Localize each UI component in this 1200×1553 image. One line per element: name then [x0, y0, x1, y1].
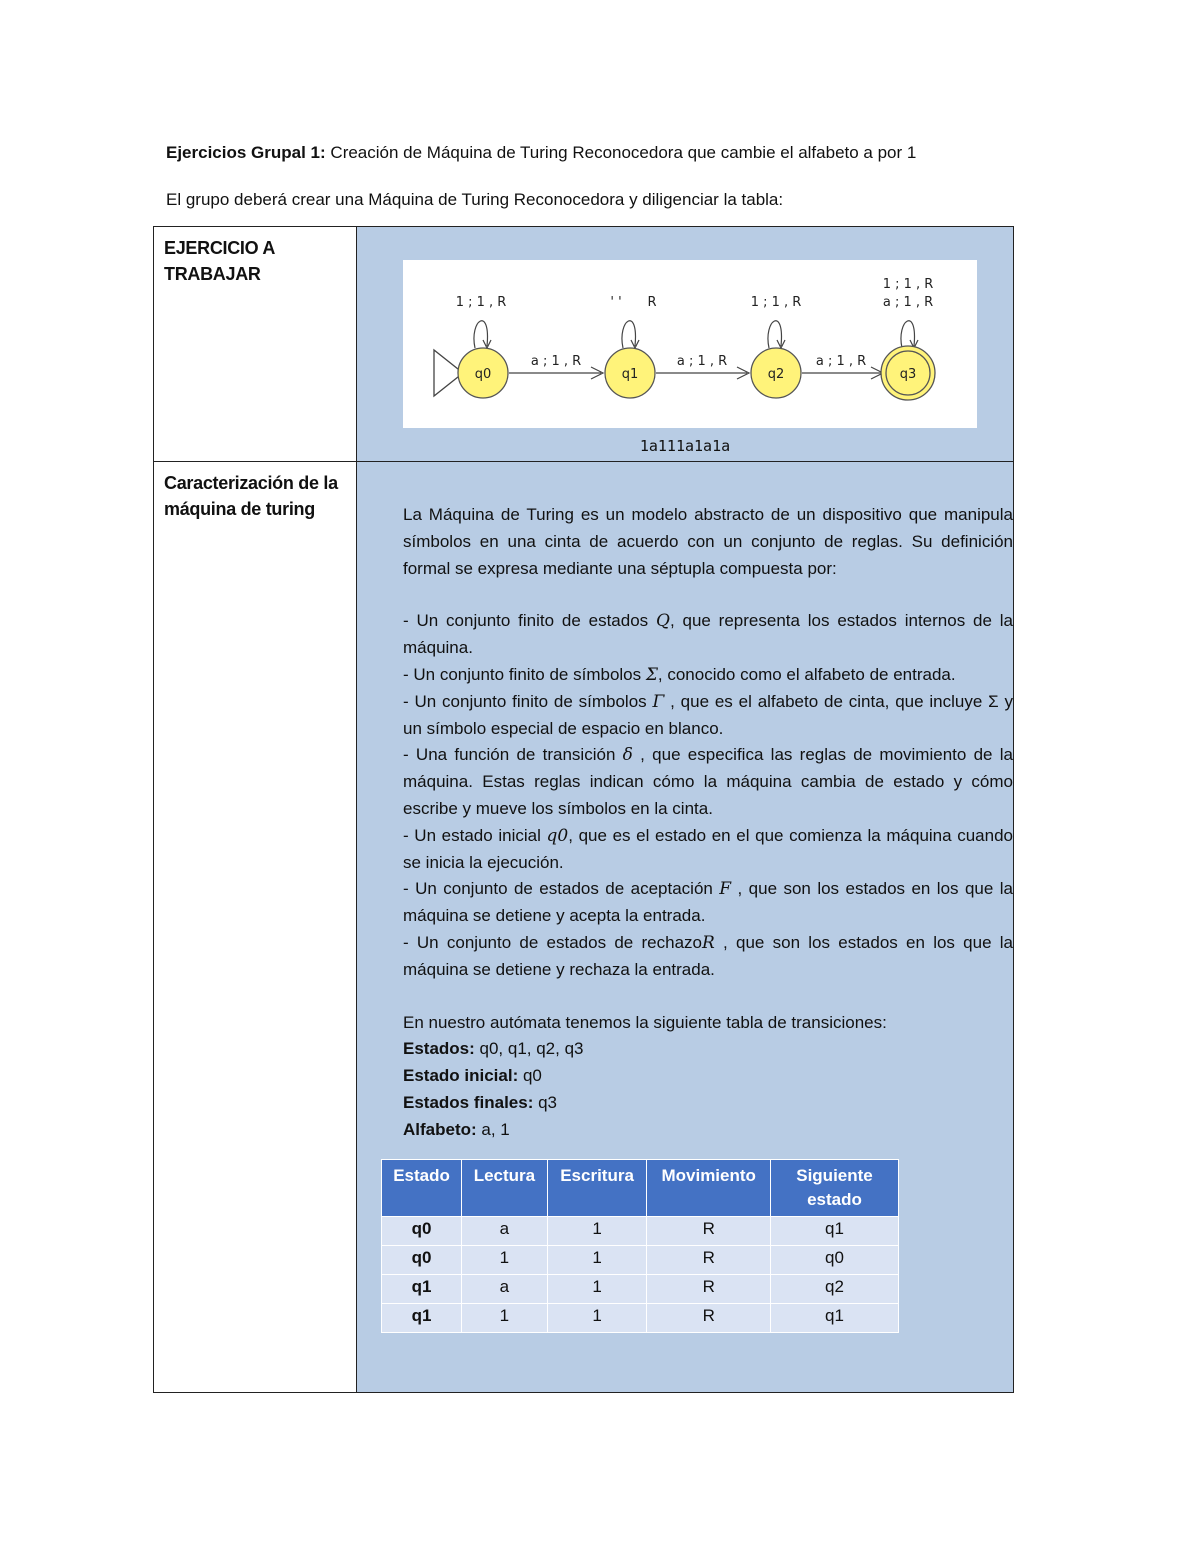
fact-initial-state: Estado inicial: q0 — [403, 1066, 542, 1086]
transition-label-q0-q1: a ; 1 , R — [530, 354, 582, 369]
characterization-label: Caracterización de la máquina de turing — [164, 473, 338, 519]
exercise-label-cell — [154, 227, 357, 462]
table-cell: q1 — [382, 1274, 462, 1303]
loop-label-q1-a: ' ' — [610, 295, 622, 310]
table-row — [382, 1274, 899, 1303]
math-symbol: R — [701, 932, 715, 953]
math-symbol: Γ — [652, 691, 665, 712]
exercise-row — [154, 227, 1014, 462]
table-cell: 1 — [547, 1274, 647, 1303]
transition-label-q1-q2: a ; 1 , R — [676, 354, 728, 369]
exercise-label: EJERCICIO A TRABAJAR — [164, 238, 275, 284]
state-label-q2: q2 — [767, 367, 785, 382]
loop-label-q3-a: 1 ; 1 , R — [882, 277, 934, 292]
state-label-q1: q1 — [621, 367, 639, 382]
table-row — [382, 1245, 899, 1274]
math-symbol: Σ — [645, 664, 658, 685]
table-cell: a — [462, 1274, 548, 1303]
table-cell: 1 — [547, 1216, 647, 1245]
definition-item: - Un conjunto de estados de aceptación F , que son los estados en los que la máquina se detiene y acepta la entrada. — [403, 879, 1013, 926]
column-header: Movimiento — [647, 1159, 771, 1216]
loop-label-q3-b: a ; 1 , R — [882, 295, 934, 310]
table-cell: 1 — [547, 1303, 647, 1332]
math-symbol: q0 — [546, 825, 569, 846]
table-row — [382, 1216, 899, 1245]
table-cell: q0 — [382, 1216, 462, 1245]
definition-intro: La Máquina de Turing es un modelo abstracto de un dispositivo que manipula símbolos en una cinta de acuerdo con un conjunto de reglas. Su definición formal se expresa mediante una séptupla compuesta por: — [403, 505, 1013, 578]
exercise-table — [153, 226, 1014, 1393]
table-row — [382, 1303, 899, 1332]
table-cell: q0 — [771, 1245, 899, 1274]
exercise-content-cell — [357, 227, 1014, 462]
state-q1 — [605, 295, 657, 398]
math-symbol: δ — [622, 745, 633, 766]
transition-label-q2-q3: a ; 1 , R — [815, 354, 867, 369]
characterization-label-cell — [154, 462, 357, 1393]
definition-item: - Un conjunto finito de símbolos Γ , que es el alfabeto de cinta, que incluye Σ y un símbolo especial de espacio en blanco. — [403, 691, 1013, 738]
definition-item: - Una función de transición δ , que especifica las reglas de movimiento de la máquina. Estas reglas indican cómo la máquina cambia de estado y cómo escribe y mueve los símbolos en la cinta. — [403, 745, 1013, 818]
math-symbol: Q — [656, 611, 670, 632]
table-cell: q1 — [382, 1303, 462, 1332]
table-cell: a — [462, 1216, 548, 1245]
loop-label-q0: 1 ; 1 , R — [455, 295, 507, 310]
fact-states: Estados: q0, q1, q2, q3 — [403, 1039, 584, 1059]
table-cell: 1 — [547, 1245, 647, 1274]
characterization-content-cell — [357, 462, 1014, 1393]
turing-machine-diagram — [403, 260, 977, 428]
column-header: Lectura — [462, 1159, 548, 1216]
definition-item: - Un conjunto finito de estados Q, que representa los estados internos de la máquina. — [403, 611, 1013, 658]
definition-item: - Un conjunto finito de símbolos Σ, conocido como el alfabeto de entrada. — [403, 664, 956, 685]
transition-table-header — [382, 1159, 899, 1216]
loop-label-q2: 1 ; 1 , R — [750, 295, 802, 310]
table-cell: 1 — [462, 1245, 548, 1274]
definition-text — [357, 462, 1013, 1144]
page-heading — [166, 143, 916, 163]
state-label-q3: q3 — [899, 367, 917, 382]
definition-item: - Un conjunto de estados de rechazoR , que son los estados en los que la máquina se detiene y rechaza la entrada. — [403, 932, 1014, 979]
column-header: Siguiente estado — [771, 1159, 899, 1216]
intro-text: El grupo deberá crear una Máquina de Turing Reconocedora y diligenciar la tabla: — [166, 190, 784, 209]
state-q2 — [751, 295, 802, 398]
tape-string: 1a111a1a1a — [639, 437, 731, 455]
table-intro: En nuestro autómata tenemos la siguiente tabla de transiciones: — [403, 1012, 887, 1032]
column-header: Escritura — [547, 1159, 647, 1216]
heading-rest: Creación de Máquina de Turing Reconocedora que cambie el alfabeto a por 1 — [325, 143, 917, 162]
state-diagram-svg — [403, 260, 977, 428]
table-cell: q2 — [771, 1274, 899, 1303]
table-cell: R — [647, 1245, 771, 1274]
definition-item: - Un estado inicial q0, que es el estado en el que comienza la máquina cuando se inicia la ejecución. — [403, 825, 1013, 872]
table-cell: 1 — [462, 1303, 548, 1332]
table-cell: R — [647, 1274, 771, 1303]
fact-alphabet: Alfabeto: a, 1 — [403, 1119, 510, 1139]
math-symbol: F — [719, 879, 732, 900]
table-cell: q1 — [771, 1216, 899, 1245]
state-q3 — [881, 277, 935, 400]
table-cell: q0 — [382, 1245, 462, 1274]
table-cell: R — [647, 1216, 771, 1245]
loop-label-q1-b: R — [647, 295, 657, 310]
table-cell: R — [647, 1303, 771, 1332]
table-cell: q1 — [771, 1303, 899, 1332]
heading-bold: Ejercicios Grupal 1: — [166, 143, 326, 162]
column-header: Estado — [382, 1159, 462, 1216]
state-label-q0: q0 — [474, 367, 492, 382]
fact-final-states: Estados finales: q3 — [403, 1092, 558, 1112]
characterization-row — [154, 462, 1014, 1393]
transition-table — [381, 1159, 899, 1333]
state-q0 — [456, 295, 508, 398]
